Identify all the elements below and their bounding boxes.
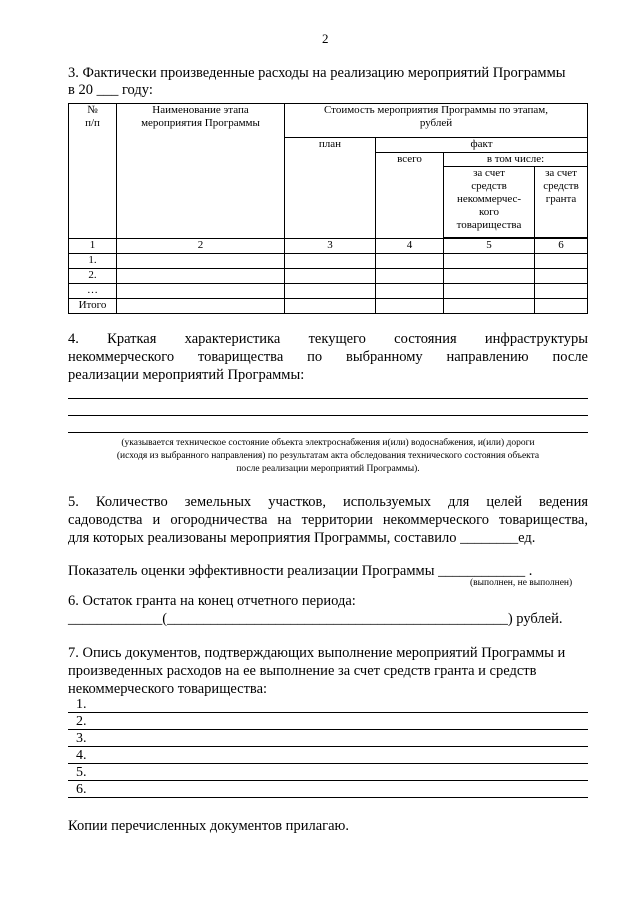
row-label: Итого [69, 299, 117, 314]
row-label: 2. [69, 269, 117, 284]
section4-note-line1: (указывается техническое состояние объекта электроснабжения и(или) водоснабжения, и(или) дороги [121, 438, 535, 448]
header-number: № п/п [69, 104, 117, 239]
header-including: в том числе: [444, 153, 588, 167]
doc-list-number: 6. [76, 782, 87, 797]
doc-list-line[interactable] [68, 763, 588, 764]
section5-line2: садоводства и огородничества на территории некоммерческого товарищества, [68, 512, 588, 528]
section7-line3: некоммерческого товарищества: [68, 681, 268, 697]
doc-list-line[interactable] [68, 780, 588, 781]
page-number: 2 [322, 31, 329, 46]
doc-list-line[interactable] [68, 797, 588, 798]
section7-line2: произведенных расходов на ее выполнение за счет средств гранта и средств [68, 663, 537, 679]
section5-line1: 5. Количество земельных участков, используемых для целей ведения [68, 494, 588, 510]
header-cost: Стоимость мероприятия Программы по этапам, рублей [285, 104, 588, 138]
doc-list-number: 1. [76, 697, 87, 712]
header-plan: план [285, 138, 376, 239]
section6-line2: _____________(_______________________________________________) рублей. [68, 611, 563, 627]
section7-line1: 7. Опись документов, подтверждающих выполнение мероприятий Программы и [68, 645, 566, 661]
closing-text: Копии перечисленных документов прилагаю. [68, 818, 349, 834]
doc-list-number: 2. [76, 714, 87, 729]
header-total: всего [376, 153, 444, 239]
section4-note-line2: (исходя из выбранного направления) по результатам акта обследования технического состояния объекта [116, 451, 540, 461]
header-grant-funds: за счет средств гранта [535, 167, 588, 238]
column-number: 4 [376, 239, 444, 254]
table-row [69, 269, 588, 284]
doc-list-number: 5. [76, 765, 87, 780]
row-label: 1. [69, 254, 117, 269]
header-nc-funds: за счет средств некоммерчес- кого товарищества [444, 167, 535, 238]
column-number: 3 [285, 239, 376, 254]
table-row [69, 254, 588, 269]
section5-line3: для которых реализованы мероприятия Программы, составило ________ед. [68, 530, 536, 546]
fill-line[interactable] [68, 415, 588, 416]
doc-list-line[interactable] [68, 746, 588, 747]
table-row [69, 299, 588, 314]
doc-list-number: 4. [76, 748, 87, 763]
column-number: 5 [444, 239, 535, 254]
expenses-table [68, 103, 588, 314]
doc-list-line[interactable] [68, 712, 588, 713]
section4-line1: 4. Краткая характеристика текущего состояния инфраструктуры [68, 331, 588, 347]
fill-line[interactable] [68, 432, 588, 433]
doc-list-line[interactable] [68, 729, 588, 730]
section3-line2: в 20 ___ году: [68, 82, 153, 98]
section3-line1: 3. Фактически произведенные расходы на реализацию мероприятий Программы [68, 65, 566, 81]
section4-line2: некоммерческого товарищества по выбранному направлению после [68, 349, 588, 365]
column-number: 1 [69, 239, 117, 254]
column-number: 6 [535, 239, 588, 254]
section4-line3: реализации мероприятий Программы: [68, 367, 305, 383]
doc-list-number: 3. [76, 731, 87, 746]
header-fact: факт [376, 138, 588, 153]
column-number: 2 [117, 239, 285, 254]
section6-line1: 6. Остаток гранта на конец отчетного периода: [68, 593, 356, 609]
table-row [69, 284, 588, 299]
fill-line[interactable] [68, 398, 588, 399]
indicator-note: (выполнен, не выполнен) [470, 578, 573, 588]
indicator-text: Показатель оценки эффективности реализации Программы ____________ . [68, 563, 533, 579]
row-label: … [69, 284, 117, 299]
header-stage-name: Наименование этапа мероприятия Программы [117, 104, 285, 239]
section4-note-line3: после реализации мероприятий Программы). [236, 464, 420, 474]
